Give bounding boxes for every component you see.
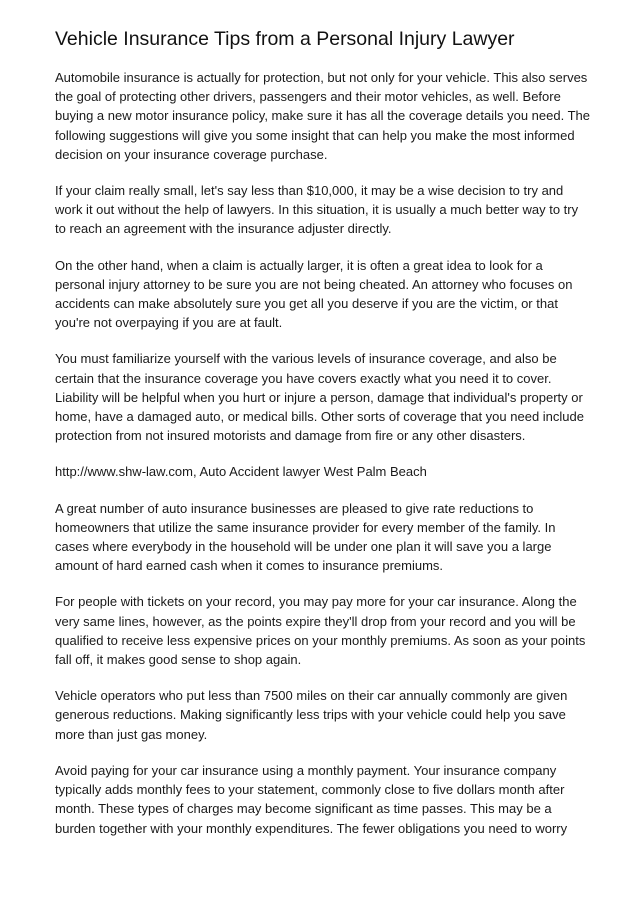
paragraph (55, 256, 595, 333)
page-title: Vehicle Insurance Tips from a Personal Injury Lawyer (55, 28, 515, 50)
text-line: personal injury attorney to be sure you are not being cheated. An attorney who focuses on (55, 276, 573, 292)
text-line: Vehicle operators who put less than 7500 miles on their car annually commonly are given (55, 688, 568, 704)
paragraph (55, 181, 595, 239)
text-line: certain that the insurance coverage you have covers exactly what you need it to cover. (55, 370, 552, 386)
text-line: very same lines, however, as the points expire they'll drop from your record and you will be (55, 613, 576, 629)
text-line: homeowners that utilize the same insurance provider for every member of the family. In (55, 519, 556, 535)
paragraph (55, 686, 595, 744)
text-line: protection from not insured motorists and damage from fire or any other disasters. (55, 428, 526, 444)
text-line: Liability will be helpful when you hurt or injure a person, damage that individual's property or (55, 389, 583, 405)
text-line: buying a new motor insurance policy, make sure it has all the coverage details you need. The (55, 108, 590, 124)
text-line: typically adds monthly fees to your statement, commonly close to five dollars month after (55, 782, 565, 798)
paragraph (55, 68, 595, 164)
text-line: On the other hand, when a claim is actually larger, it is often a great idea to look for a (55, 257, 543, 273)
text-line: http://www.shw-law.com, Auto Accident lawyer West Palm Beach (55, 464, 427, 480)
text-line: accidents can make absolutely sure you get all you deserve if you are the victim, or that (55, 296, 558, 312)
text-line: Avoid paying for your car insurance using a monthly payment. Your insurance company (55, 762, 557, 778)
text-line: amount of hard earned cash when it comes to insurance premiums. (55, 558, 444, 574)
text-line: A great number of auto insurance businesses are pleased to give rate reductions to (55, 500, 534, 516)
text-line: following suggestions will give you some insight that can help you make the most informed (55, 127, 575, 143)
text-line: to reach an agreement with the insurance adjuster directly. (55, 221, 392, 237)
paragraph (55, 462, 595, 481)
text-line: the goal of protecting other drivers, passengers and their motor vehicles, as well. Before (55, 89, 561, 105)
document-body (55, 68, 595, 855)
text-line: You must familiarize yourself with the various levels of insurance coverage, and also be (55, 351, 557, 367)
text-line: Automobile insurance is actually for protection, but not only for your vehicle. This also serves (55, 70, 588, 85)
text-line: generous reductions. Making significantly less trips with your vehicle could help you save (55, 707, 566, 723)
text-line: more than just gas money. (55, 726, 208, 742)
paragraph (55, 761, 595, 838)
text-line: For people with tickets on your record, you may pay more for your car insurance. Along the (55, 594, 577, 610)
text-line: If your claim really small, let's say less than $10,000, it may be a wise decision to try and (55, 183, 564, 199)
text-line: qualified to receive less expensive prices on your monthly premiums. As soon as your points (55, 632, 586, 648)
paragraph (55, 349, 595, 445)
paragraph (55, 592, 595, 669)
text-line: home, have a damaged auto, or medical bills. Other sorts of coverage that you need include (55, 409, 584, 425)
text-line: month. These types of charges may become significant as time passes. This may be a (55, 801, 552, 817)
text-line: burden together with your monthly expenditures. The fewer obligations you need to worry (55, 820, 568, 836)
paragraph (55, 499, 595, 576)
text-line: decision on your insurance coverage purchase. (55, 146, 328, 162)
text-line: you're not overpaying if you are at fault. (55, 315, 283, 331)
text-line: fall off, it makes good sense to shop again. (55, 652, 302, 668)
text-line: cases where everybody in the household will be under one plan it will save you a large (55, 539, 552, 555)
text-line: work it out without the help of lawyers. In this situation, it is usually a much better way to try (55, 202, 579, 218)
